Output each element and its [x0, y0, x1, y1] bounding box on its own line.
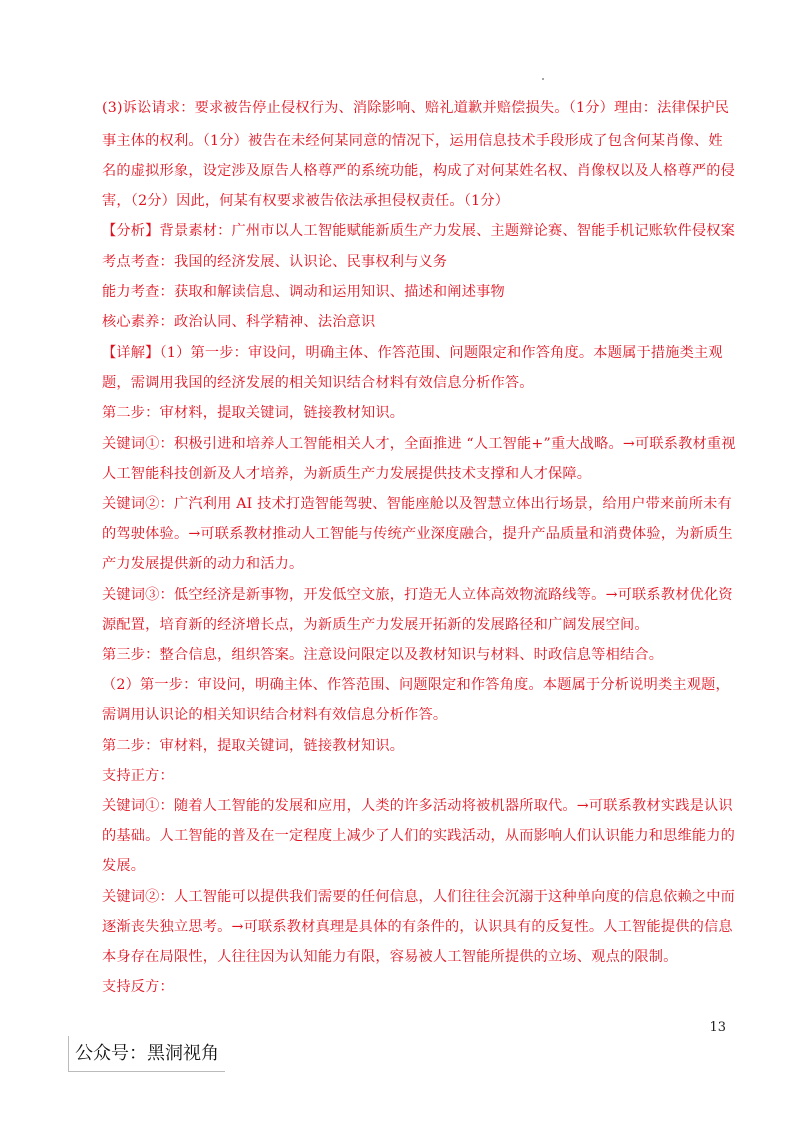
text-line: 【详解】（1）第一步：审设问，明确主体、作答范围、问题限定和作答角度。本题属于措施类主观 — [102, 345, 723, 361]
text-line: 考点考查：我国的经济发展、认识论、民事权利与义务 — [102, 254, 448, 270]
text-line: 逐渐丧失独立思考。→可联系教材真理是具体的有条件的，认识具有的反复性。人工智能提供的信息 — [102, 919, 733, 935]
text-line: 关键词①：积极引进和培养人工智能相关人才，全面推进 “人工智能+”重大战略。→可联系教材重视 — [102, 436, 736, 452]
page-number: 13 — [709, 1020, 726, 1035]
text-line: 事主体的权利。（1分）被告在未经何某同意的情况下，运用信息技术手段形成了包含何某肖像、姓 — [102, 133, 723, 149]
text-line: 关键词③：低空经济是新事物，开发低空文旅，打造无人立体高效物流路线等。→可联系教材优化资 — [102, 587, 733, 603]
text-line: 关键词②：广汽利用 AI 技术打造智能驾驶、智能座舱以及智慧立体出行场景，给用户带来前所未有 — [102, 496, 732, 512]
text-line: 关键词①：随着人工智能的发展和应用，人类的许多活动将被机器所取代。→可联系教材实践是认识 — [102, 798, 733, 814]
text-line: 第二步：审材料，提取关键词，链接教材知识。 — [102, 738, 405, 754]
text-line: 能力考查：获取和解读信息、调动和运用知识、描述和阐述事物 — [102, 284, 505, 300]
text-line: 支持正方： — [102, 768, 174, 784]
text-line: 发展。 — [102, 858, 146, 874]
text-line: (3)诉讼请求：要求被告停止侵权行为、消除影响、赔礼道歉并赔偿损失。（1分）理由：法律保护民 — [102, 100, 730, 116]
text-line: 人工智能科技创新及人才培养，为新质生产力发展提供技术支撑和人才保障。 — [102, 466, 592, 482]
text-line: 的基础。人工智能的普及在一定程度上减少了人们的实践活动，从而影响人们认识能力和思维能力的 — [102, 828, 736, 844]
text-line: 源配置，培育新的经济增长点，为新质生产力发展开拓新的发展路径和广阔发展空间。 — [102, 617, 649, 633]
text-line: 本身存在局限性，人往往因为认知能力有限，容易被人工智能所提供的立场、观点的限制。 — [102, 949, 678, 965]
scan-dot — [542, 78, 544, 80]
text-line: 第二步：审材料，提取关键词，链接教材知识。 — [102, 405, 405, 421]
text-line: 关键词②：人工智能可以提供我们需要的任何信息，人们往往会沉溺于这种单向度的信息依赖之中而 — [102, 889, 736, 905]
text-line: 害，（2分）因此，何某有权要求被告依法承担侵权责任。（1分） — [102, 193, 510, 209]
text-line: 核心素养：政治认同、科学精神、法治意识 — [102, 314, 376, 330]
text-line: 的驾驶体验。→可联系教材推动人工智能与传统产业深度融合，提升产品质量和消费体验，为新质生 — [102, 526, 733, 542]
text-line: 产力发展提供新的动力和活力。 — [102, 556, 304, 572]
footer-watermark: 公众号：黑洞视角 — [68, 1036, 225, 1072]
text-line: 题，需调用我国的经济发展的相关知识结合材料有效信息分析作答。 — [102, 375, 534, 391]
text-line: 【分析】背景素材：广州市以人工智能赋能新质生产力发展、主题辩论赛、智能手机记账软件侵权案 — [102, 223, 736, 239]
text-line: 名的虚拟形象，设定涉及原告人格尊严的系统功能，构成了对何某姓名权、肖像权以及人格尊严的侵 — [102, 163, 736, 179]
text-line: 需调用认识论的相关知识结合材料有效信息分析作答。 — [102, 707, 448, 723]
text-line: 第三步：整合信息，组织答案。注意设问限定以及教材知识与材料、时政信息等相结合。 — [102, 647, 664, 663]
text-line: 支持反方： — [102, 979, 174, 995]
text-line: （2）第一步：审设问，明确主体、作答范围、问题限定和作答角度。本题属于分析说明类主观题， — [102, 677, 730, 693]
